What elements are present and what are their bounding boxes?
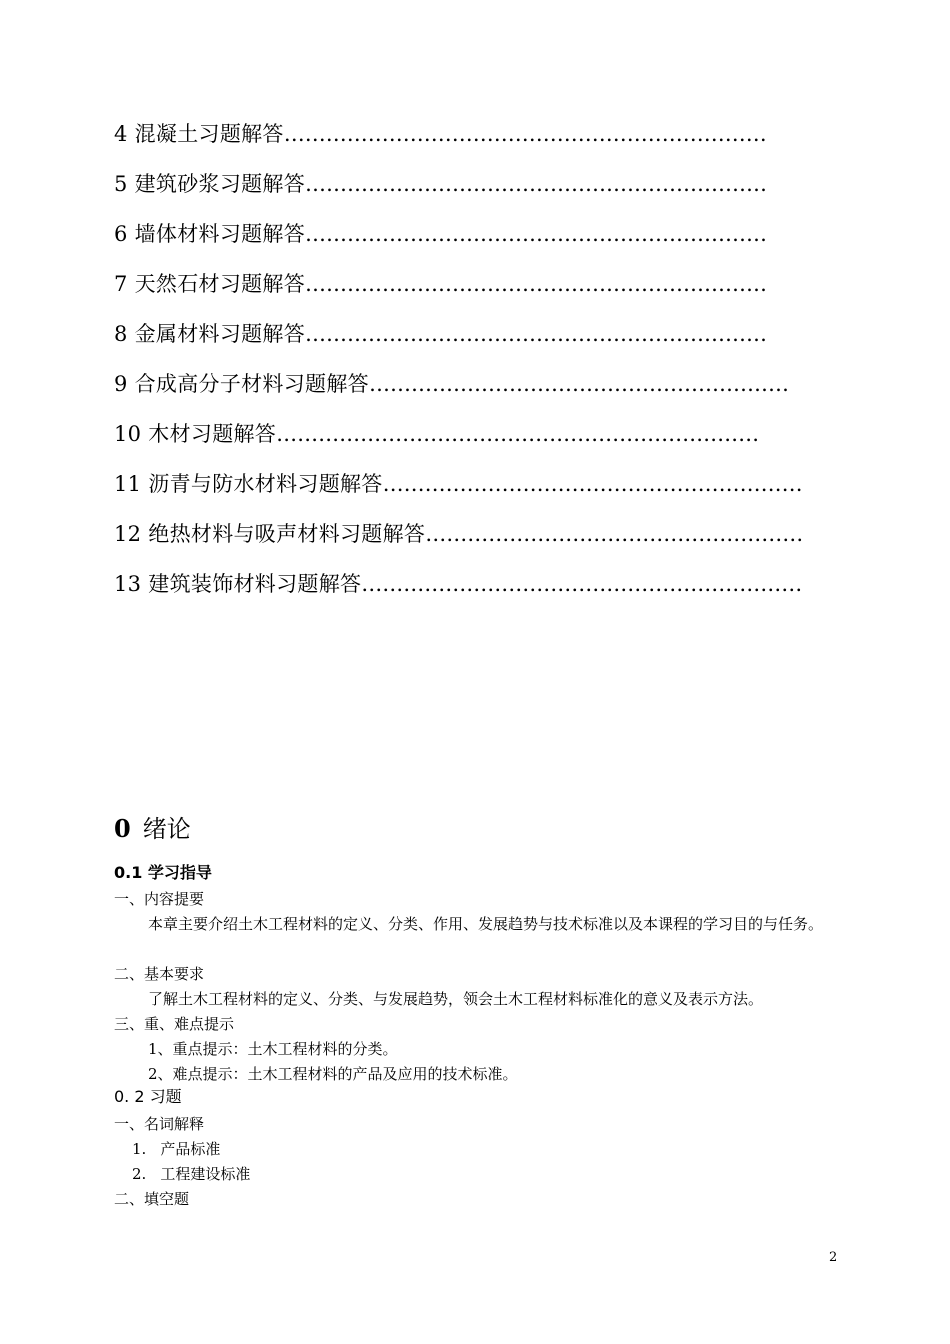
toc-item-11[interactable]: 11 沥青与防水材料习题解答…………………………………………………… — [114, 472, 803, 496]
key-point-1: 1、重点提示：土木工程材料的分类。 — [148, 1040, 398, 1058]
subheading-terms: 一、名词解释 — [114, 1115, 205, 1133]
summary-paragraph: 本章主要介绍土木工程材料的定义、分类、作用、发展趋势与技术标准以及本课程的学习目的与任务。 — [148, 915, 824, 933]
toc-item-13[interactable]: 13 建筑装饰材料习题解答……………………………………………………… — [114, 572, 803, 596]
requirements-paragraph: 了解土木工程材料的定义、分类、与发展趋势，领会土木工程材料标准化的意义及表示方法。 — [148, 990, 764, 1008]
chapter-title: 0 绪论 — [114, 814, 191, 843]
toc-item-12[interactable]: 12 绝热材料与吸声材料习题解答……………………………………………… — [114, 522, 804, 546]
subheading-key-points: 三、重、难点提示 — [114, 1015, 235, 1033]
toc-item-7[interactable]: 7 天然石材习题解答………………………………………………………… — [114, 272, 768, 296]
section-heading-0-1: 0.1 学习指导 — [114, 863, 212, 882]
toc-item-9[interactable]: 9 合成高分子材料习题解答…………………………………………………… — [114, 372, 789, 396]
subheading-requirements: 二、基本要求 — [114, 965, 205, 983]
section-heading-0-2: 0. 2 习题 — [114, 1087, 182, 1106]
page-number: 2 — [829, 1250, 838, 1265]
toc-item-8[interactable]: 8 金属材料习题解答………………………………………………………… — [114, 322, 768, 346]
toc-item-6[interactable]: 6 墙体材料习题解答………………………………………………………… — [114, 222, 768, 246]
toc-item-10[interactable]: 10 木材习题解答…………………………………………………………… — [114, 422, 760, 446]
toc-item-5[interactable]: 5 建筑砂浆习题解答………………………………………………………… — [114, 172, 768, 196]
term-2: 2. 工程建设标准 — [132, 1165, 251, 1183]
key-point-2: 2、难点提示：土木工程材料的产品及应用的技术标准。 — [148, 1065, 518, 1083]
term-1: 1. 产品标准 — [132, 1140, 221, 1158]
toc-item-4[interactable]: 4 混凝土习题解答…………………………………………………………… — [114, 122, 767, 146]
subheading-summary: 一、内容提要 — [114, 890, 205, 908]
subheading-fill-in: 二、填空题 — [114, 1190, 190, 1208]
